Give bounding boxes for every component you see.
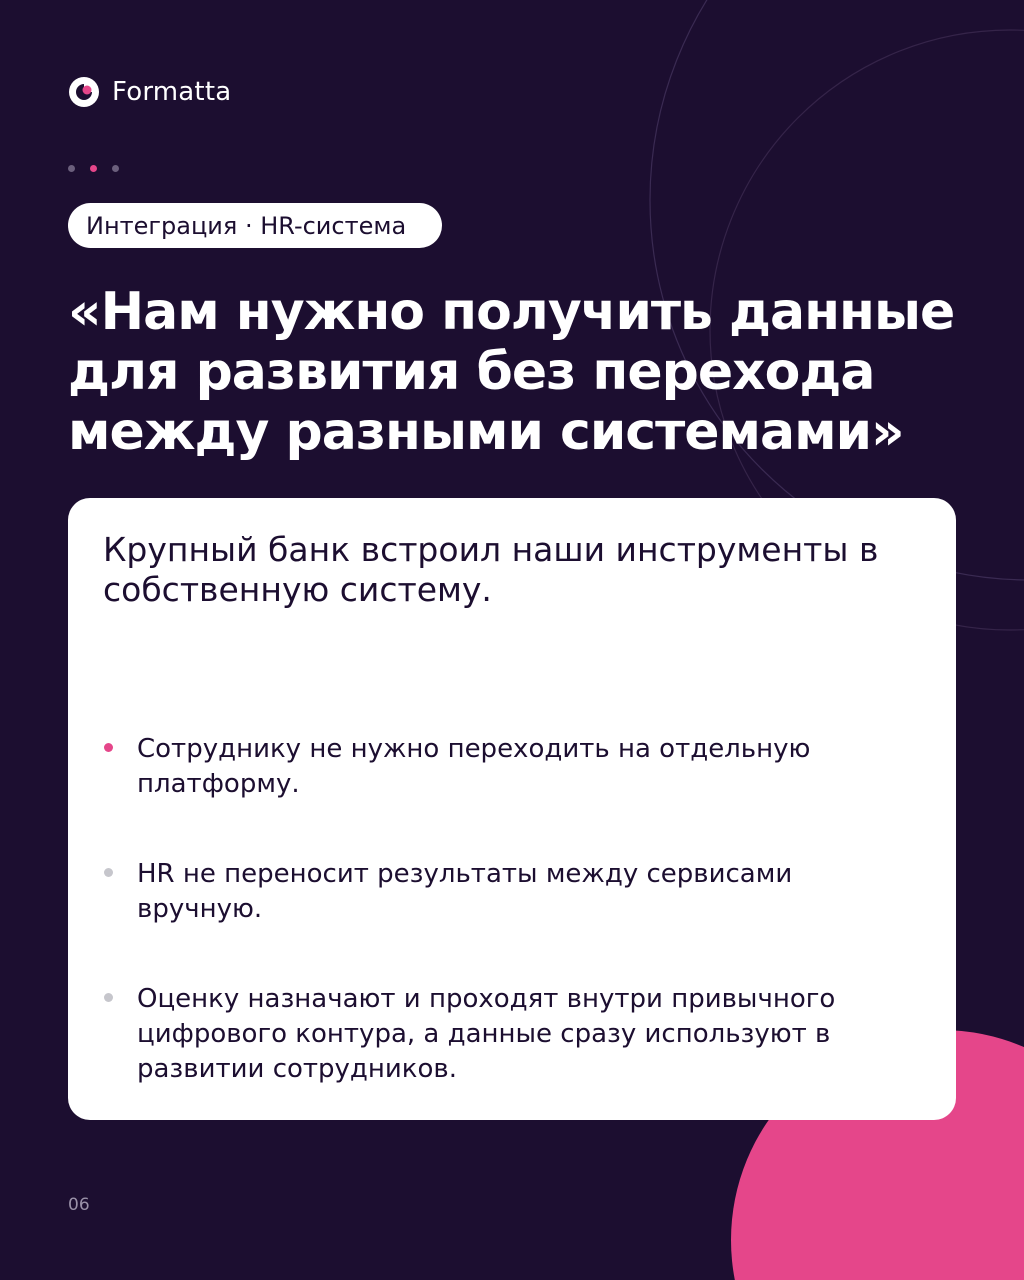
bullet-list <box>103 732 913 1087</box>
bullet-text: Оценку назначают и проходят внутри привычного цифрового контура, а данные сразу используют в развитии сотрудников. <box>137 984 836 1084</box>
content-card <box>68 498 956 1120</box>
bullet-item <box>103 732 913 802</box>
headline-line: для развития без перехода <box>68 342 875 402</box>
brand-logo <box>68 76 231 108</box>
slide-pager <box>68 165 119 172</box>
bullet-dot-icon <box>104 993 113 1002</box>
bullet-dot-icon <box>104 868 113 877</box>
headline <box>68 282 968 462</box>
brand-name: Formatta <box>112 77 232 107</box>
bullet-item <box>103 982 913 1087</box>
bullet-text: Сотруднику не нужно переходить на отдельную платформу. <box>137 734 811 799</box>
page-number: 06 <box>68 1195 90 1215</box>
bullet-item <box>103 857 913 927</box>
pager-dot <box>68 165 75 172</box>
pager-dot <box>112 165 119 172</box>
category-tag: Интеграция · HR-система <box>68 203 442 248</box>
bullet-dot-icon <box>104 743 113 752</box>
card-lead: Крупный банк встроил наши инструменты в собственную систему. <box>103 530 879 609</box>
headline-line: между разными системами» <box>68 402 904 462</box>
pager-dot-active <box>90 165 97 172</box>
headline-line: «Нам нужно получить данные <box>68 282 955 342</box>
bullet-text: HR не переносит результаты между сервисами вручную. <box>137 859 793 924</box>
formatta-logo-icon <box>68 76 100 108</box>
